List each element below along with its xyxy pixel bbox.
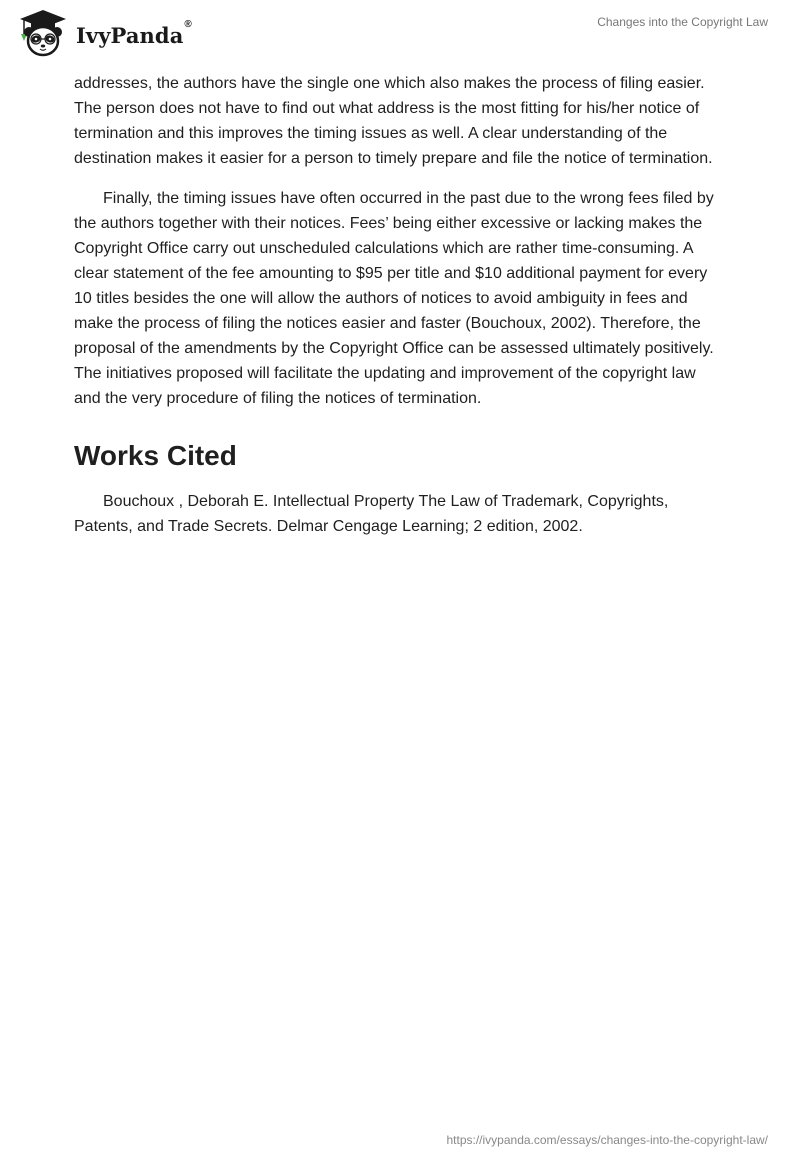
works-cited-heading: Works Cited	[74, 440, 237, 471]
source-url[interactable]: https://ivypanda.com/essays/changes-into-the-copyright-law/	[446, 1133, 768, 1147]
registered-mark: ®	[184, 18, 192, 30]
document-header-title: Changes into the Copyright Law	[597, 15, 768, 29]
body-paragraph: Finally, the timing issues have often occurred in the past due to the wrong fees filed by the authors together with their notices. Fees’ being either excessive or lacking makes the Copyright Office carry out unscheduled calculations which are rather time-consuming. A clear statement of the fee amounting to $95 per title and $10 additional payment for every 10 titles besides the one will allow the authors of notices to avoid ambiguity in fees and make the process of filing the notices easier and faster (Bouchoux, 2002). Therefore, the proposal of the amendments by the Copyright Office can be assessed ultimately positively. The initiatives proposed will facilitate the updating and improvement of the copyright law and the very procedure of filing the notices of termination.	[74, 190, 714, 407]
brand-name: IvyPanda®	[76, 18, 192, 48]
essay-content	[74, 71, 726, 539]
body-paragraph: addresses, the authors have the single one which also makes the process of filing easier. The person does not have to find out what address is the most fitting for his/her notice of termination and this improves the timing issues as well. A clear understanding of the destination makes it easier for a person to timely prepare and file the notice of termination.	[74, 75, 713, 167]
citation-entry: Bouchoux , Deborah E. Intellectual Property The Law of Trademark, Copyrights, Patents, and Trade Secrets. Delmar Cengage Learning; 2 edition, 2002.	[74, 493, 669, 535]
brand-logo[interactable]	[14, 8, 192, 58]
panda-graduate-icon	[14, 8, 72, 58]
